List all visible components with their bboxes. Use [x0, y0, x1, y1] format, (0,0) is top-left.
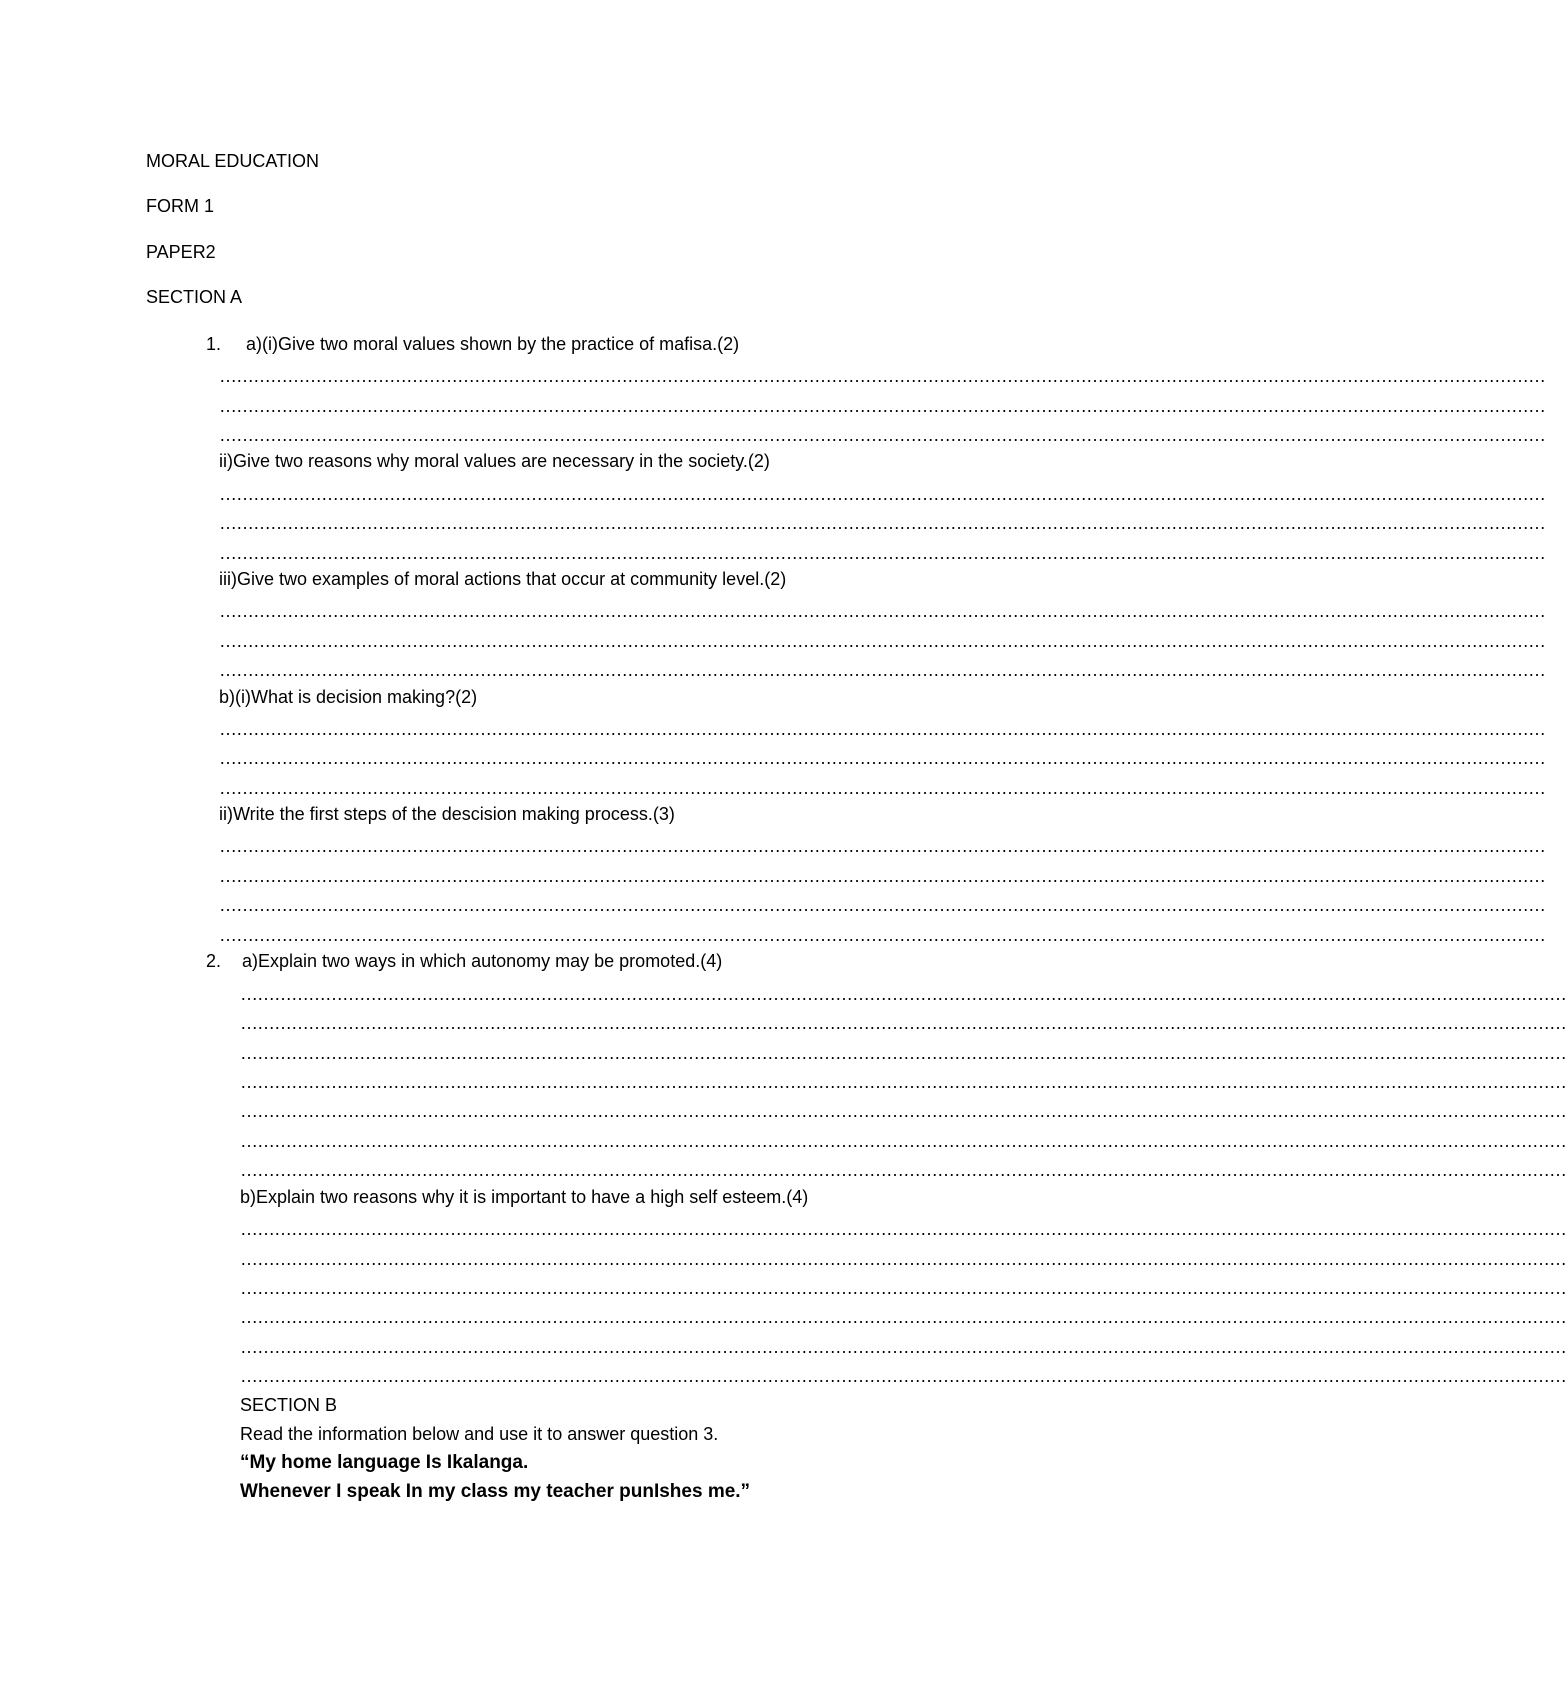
- answer-line: ………………………………………………………………………………………………………………………………………………………………………………………………………………: [219, 925, 1545, 945]
- paper-label: PAPER2: [146, 242, 216, 262]
- answer-line: ………………………………………………………………………………………………………………………………………………………………………………………………………………: [219, 366, 1545, 386]
- answer-line: ………………………………………………………………………………………………………………………………………………………………………………………………………………: [219, 513, 1545, 533]
- answer-line: ………………………………………………………………………………………………………………………………………………………………………………………………………………: [240, 1160, 1566, 1180]
- question-1a-iii: iii)Give two examples of moral actions that occur at community level.(2): [219, 569, 787, 589]
- answer-line: ………………………………………………………………………………………………………………………………………………………………………………………………………………: [219, 543, 1545, 563]
- answer-line: ………………………………………………………………………………………………………………………………………………………………………………………………………………: [240, 1307, 1566, 1327]
- answer-line: ………………………………………………………………………………………………………………………………………………………………………………………………………………: [240, 984, 1566, 1004]
- answer-line: ………………………………………………………………………………………………………………………………………………………………………………………………………………: [240, 1366, 1566, 1386]
- answer-line: ………………………………………………………………………………………………………………………………………………………………………………………………………………: [240, 1249, 1566, 1269]
- answer-line: ………………………………………………………………………………………………………………………………………………………………………………………………………………: [219, 601, 1545, 621]
- section-b-heading: SECTION B: [240, 1395, 338, 1415]
- quote-line-1: “My home language Is Ikalanga.: [240, 1452, 529, 1473]
- answer-line: ………………………………………………………………………………………………………………………………………………………………………………………………………………: [240, 1219, 1566, 1239]
- answer-line: ………………………………………………………………………………………………………………………………………………………………………………………………………………: [219, 631, 1545, 651]
- question-2a: a)Explain two ways in which autonomy may be promoted.(4): [242, 951, 723, 971]
- answer-line: ………………………………………………………………………………………………………………………………………………………………………………………………………………: [240, 1013, 1566, 1033]
- question-2b: b)Explain two reasons why it is important to have a high self esteem.(4): [240, 1187, 809, 1207]
- question-1a-i: a)(i)Give two moral values shown by the practice of mafisa.(2): [246, 334, 740, 354]
- answer-line: ………………………………………………………………………………………………………………………………………………………………………………………………………………: [219, 748, 1545, 768]
- question-1-number: 1.: [206, 334, 222, 354]
- answer-line: ………………………………………………………………………………………………………………………………………………………………………………………………………………: [240, 1072, 1566, 1092]
- subject-title: MORAL EDUCATION: [146, 151, 320, 171]
- answer-line: ………………………………………………………………………………………………………………………………………………………………………………………………………………: [219, 866, 1545, 886]
- answer-line: ………………………………………………………………………………………………………………………………………………………………………………………………………………: [219, 484, 1545, 504]
- form-label: FORM 1: [146, 196, 215, 216]
- question-1b-i: b)(i)What is decision making?(2): [219, 687, 478, 707]
- answer-line: ………………………………………………………………………………………………………………………………………………………………………………………………………………: [240, 1337, 1566, 1357]
- section-a-heading: SECTION A: [146, 287, 243, 307]
- answer-line: ………………………………………………………………………………………………………………………………………………………………………………………………………………: [219, 425, 1545, 445]
- question-2-number: 2.: [206, 951, 222, 971]
- question-1b-ii: ii)Write the first steps of the descision making process.(3): [219, 804, 675, 824]
- answer-line: ………………………………………………………………………………………………………………………………………………………………………………………………………………: [219, 396, 1545, 416]
- answer-line: ………………………………………………………………………………………………………………………………………………………………………………………………………………: [240, 1131, 1566, 1151]
- quote-line-2: Whenever I speak In my class my teacher punIshes me.”: [240, 1481, 751, 1502]
- question-1a-ii: ii)Give two reasons why moral values are necessary in the society.(2): [219, 451, 770, 471]
- answer-line: ………………………………………………………………………………………………………………………………………………………………………………………………………………: [219, 895, 1545, 915]
- answer-line: ………………………………………………………………………………………………………………………………………………………………………………………………………………: [240, 1043, 1566, 1063]
- answer-line: ………………………………………………………………………………………………………………………………………………………………………………………………………………: [240, 1101, 1566, 1121]
- answer-line: ………………………………………………………………………………………………………………………………………………………………………………………………………………: [219, 660, 1545, 680]
- section-b-instruction: Read the information below and use it to answer question 3.: [240, 1424, 719, 1444]
- answer-line: ………………………………………………………………………………………………………………………………………………………………………………………………………………: [219, 778, 1545, 798]
- answer-line: ………………………………………………………………………………………………………………………………………………………………………………………………………………: [219, 836, 1545, 856]
- answer-line: ………………………………………………………………………………………………………………………………………………………………………………………………………………: [219, 719, 1545, 739]
- answer-line: ………………………………………………………………………………………………………………………………………………………………………………………………………………: [240, 1278, 1566, 1298]
